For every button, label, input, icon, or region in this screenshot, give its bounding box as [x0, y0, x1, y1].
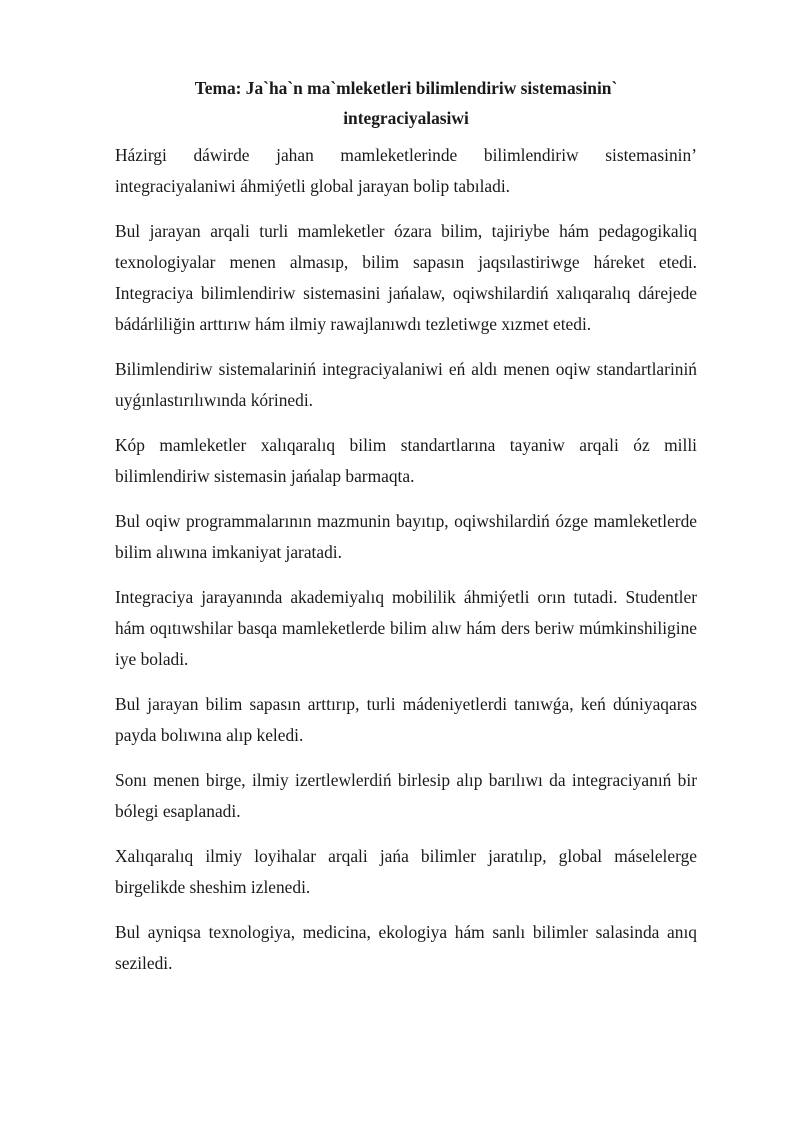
paragraph-7: Bul jarayan bilim sapasın arttırıp, turli mádeniyetlerdi tanıwǵa, keń dúniyaqaras payda bolıwına alıp keledi.	[115, 694, 697, 745]
document-body	[115, 73, 697, 993]
paragraph-1: Házirgi dáwirde jahan mamleketlerinde bilimlendiriw sistemasinin’ integraciyalaniwi áhmiýetli global jarayan bolip tabıladi.	[115, 145, 697, 196]
paragraph-4: Kóp mamleketler xalıqaralıq bilim standartlarına tayaniw arqali óz milli bilimlendiriw sistemasin jańalap barmaqta.	[115, 435, 697, 486]
paragraph-2: Bul jarayan arqali turli mamleketler ózara bilim, tajiriybe hám pedagogikaliq texnologiyalar menen almasıp, bilim sapasın jaqsılastiriwge háreket etedi. Integraciya bilimlendiriw sistemasini jańalaw, oqiwshilardiń xalıqaralıq dárejede bádárliliğin arttırıw hám ilmiy rawajlanıwdı tezletiwge xızmet etedi.	[115, 221, 697, 334]
paragraph-9: Xalıqaralıq ilmiy loyihalar arqali jańa bilimler jaratılıp, global máselelerge birgelikde sheshim izlenedi.	[115, 846, 697, 897]
paragraph-3: Bilimlendiriw sistemalariniń integraciyalaniwi eń aldı menen oqiw standartlariniń uyǵınlastırılıwında kórinedi.	[115, 359, 697, 410]
paragraph-6: Integraciya jarayanında akademiyalıq mobililik áhmiýetli orın tutadi. Studentler hám oqıtıwshilar basqa mamleketlerde bilim alıw hám ders beriw múmkinshiligine iye boladi.	[115, 587, 697, 669]
paragraph-8: Sonı menen birge, ilmiy izertlewlerdiń birlesip alıp barılıwı da integraciyanıń bir bólegi esaplanadi.	[115, 770, 697, 821]
title-line-1: Tema: Ja`ha`n ma`mleketleri bilimlendiriw sistemasinin`	[194, 78, 618, 98]
title-line-2: integraciyalasiwi	[343, 108, 469, 128]
paragraph-5: Bul oqiw programmalarının mazmunin bayıtıp, oqiwshilardiń ózge mamleketlerde bilim alıwına imkaniyat jaratadi.	[115, 511, 697, 562]
document-title	[115, 73, 697, 133]
paragraph-10: Bul ayniqsa texnologiya, medicina, ekologiya hám sanlı bilimler salasinda anıq seziledi.	[115, 922, 697, 973]
